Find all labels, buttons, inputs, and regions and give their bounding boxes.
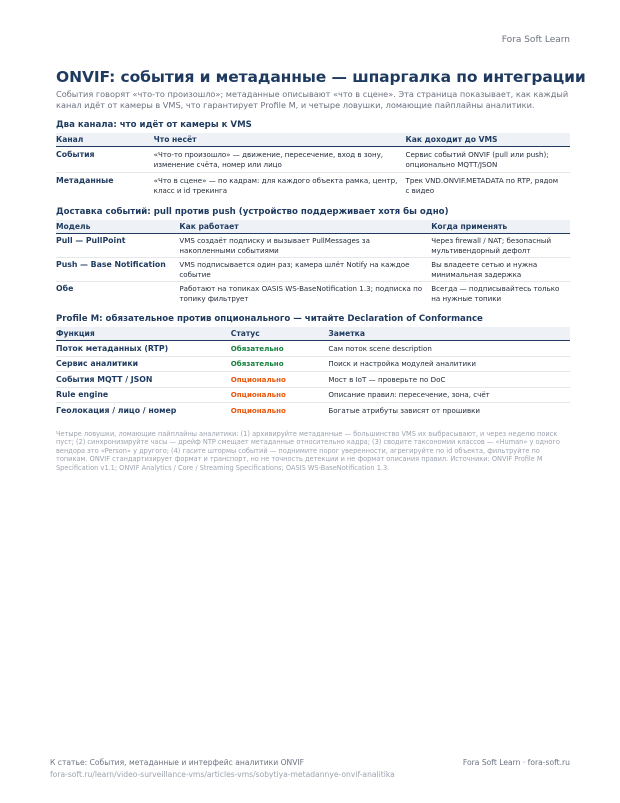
brand-label: Fora Soft Learn (501, 35, 570, 45)
status-label: Обязательно (231, 356, 329, 372)
feature-name: События MQTT / JSON (56, 372, 231, 388)
channels-table (56, 133, 570, 198)
table-header-row (56, 327, 570, 341)
status-label: Обязательно (231, 341, 329, 357)
table-row (56, 258, 570, 282)
column-header: Канал (56, 133, 154, 147)
section-profile-m-heading: Profile M: обязательное против опционального — читайте Declaration of Conformance (56, 314, 483, 324)
channel-name: События (56, 147, 154, 173)
column-header: Модель (56, 220, 179, 234)
channel-name: Метаданные (56, 176, 114, 185)
feature-note: Сам поток scene description (328, 341, 570, 357)
table-header-row (56, 220, 570, 234)
column-header: Функция (56, 327, 231, 341)
model-how: VMS создаёт подписку и вызывает PullMessages за накопленными событиями (179, 234, 431, 258)
feature-name: Геолокация / лицо / номер (56, 405, 177, 415)
table-row (56, 234, 570, 258)
delivery-table (56, 220, 570, 305)
table-row (56, 173, 570, 199)
status-label: Опционально (231, 372, 329, 388)
table-header-row (56, 133, 570, 147)
model-name: Pull — PullPoint (56, 234, 179, 258)
model-when: Вы владеете сетью и нужна минимальная задержка (431, 258, 570, 282)
column-header: Что несёт (154, 133, 406, 147)
feature-name: Поток метаданных (RTP) (56, 341, 231, 357)
table-row (56, 147, 570, 173)
model-when: Через firewall / NAT; безопасный мультивендорный дефолт (431, 234, 570, 258)
table-row (56, 403, 570, 418)
column-header: Когда применять (431, 220, 570, 234)
footer-url[interactable]: fora-soft.ru/learn/video-surveillance-vms/articles-vms/sobytiya-metadannye-onvif-analitika (50, 770, 395, 779)
feature-name: Сервис аналитики (56, 356, 231, 372)
feature-note: Богатые атрибуты зависят от прошивки (328, 405, 481, 415)
feature-note: Мост в IoT — проверьте по DoC (328, 372, 570, 388)
model-when: Всегда — подписывайтесь только на нужные топики (431, 284, 560, 303)
table-row (56, 356, 570, 372)
table-row (56, 282, 570, 306)
status-label: Опционально (230, 405, 286, 415)
column-header: Статус (231, 327, 329, 341)
column-header: Как работает (179, 220, 431, 234)
cheat-sheet (56, 68, 586, 472)
section-delivery-heading: Доставка событий: pull против push (устройство поддерживает хотя бы одно) (56, 207, 449, 217)
pitfalls-notes: Четыре ловушки, ломающие пайплайны аналитики: (1) архивируйте метаданные — большинство VMS их выбрасывают, и через неделю поиск пуст; (2) синхронизируйте часы — дрейф NTP смещает метаданные относительно кадра; (3) сводите таксономии классов — «Human» у одного вендора это «Person» у другого; (4) гасите штормы событий — поднимите порог уверенности, агрегируйте по id объекта, фильтруйте по топикам. ONVIF стандартизирует формат и транспорт, но не точность детекции и не формат описания правил. Источники: ONVIF Profile M Specification v1.1; ONVIF Analytics / Core / Streaming Specifications; OASIS WS-BaseNotification 1.3. (56, 429, 560, 472)
channel-delivery: Сервис событий ONVIF (pull или push); опционально MQTT/JSON (406, 147, 570, 173)
column-header: Как доходит до VMS (406, 133, 570, 147)
feature-note: Поиск и настройка модулей аналитики (328, 356, 570, 372)
footer-brand: Fora Soft Learn · fora-soft.ru (462, 758, 570, 767)
model-how: VMS подписывается один раз; камера шлёт Notify на каждое событие (179, 258, 431, 282)
feature-note: Описание правил: пересечение, зона, счёт (328, 387, 570, 403)
footer-article-link[interactable]: К статье: События, метаданные и интерфейс аналитики ONVIF (50, 758, 305, 767)
model-how: Работают на топиках OASIS WS-BaseNotification 1.3; подписка по топику фильтрует (179, 284, 423, 303)
channel-content: «Что-то произошло» — движение, пересечение, вход в зону, изменение счёта, номер или лицо (154, 147, 406, 173)
feature-name: Rule engine (56, 387, 231, 403)
table-row (56, 341, 570, 357)
table-row (56, 387, 570, 403)
model-name: Push — Base Notification (56, 258, 179, 282)
table-row (56, 372, 570, 388)
section-channels-heading: Два канала: что идёт от камеры к VMS (56, 120, 252, 130)
profile-m-table (56, 327, 570, 418)
lead-paragraph: События говорят «что-то произошло»; метаданные описывают «что в сцене». Эта страница показывает, как каждый канал идёт от камеры в VMS, что гарантирует Profile M, и четыре ловушки, ломающие пайплайны аналитики. (56, 89, 569, 110)
channel-content: «Что в сцене» — по кадрам: для каждого объекта рамка, центр, класс и id трекинга (153, 176, 398, 195)
channel-delivery: Трек VND.ONVIF.METADATA по RTP, рядом с видео (405, 176, 559, 195)
status-label: Опционально (231, 387, 329, 403)
column-header: Заметка (328, 327, 570, 341)
page-title: ONVIF: события и метаданные — шпаргалка по интеграции (56, 68, 586, 86)
model-name: Обе (56, 284, 74, 293)
